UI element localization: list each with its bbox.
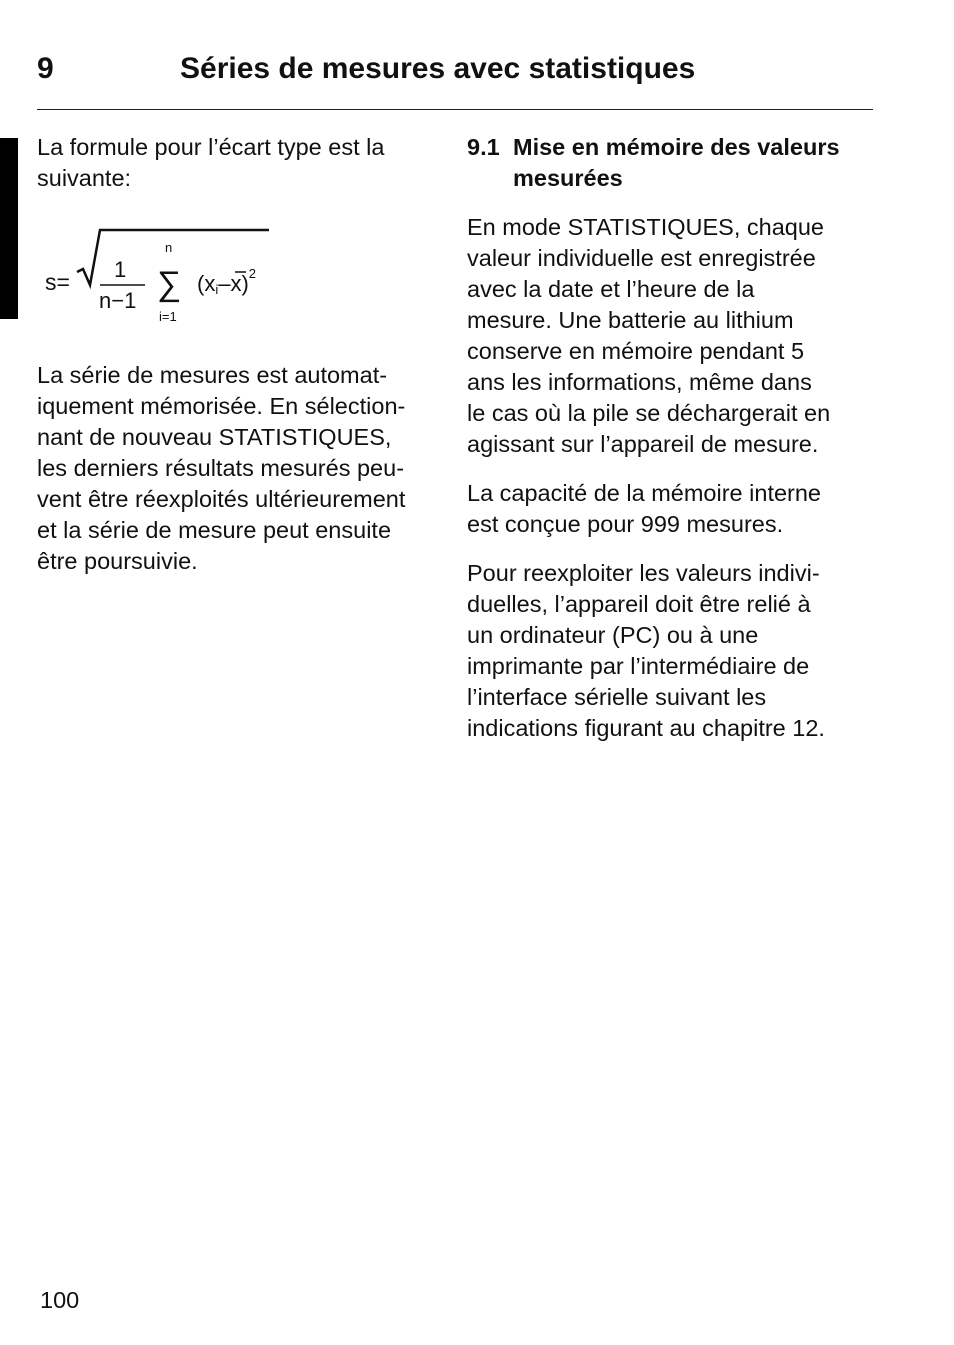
sum-term: $(xi-x)^2$	[197, 266, 257, 297]
sum-lower-limit: i=1	[159, 309, 177, 324]
chapter-number: 9	[37, 52, 54, 85]
section-title: Mise en mémoire des valeurs mesurées	[513, 134, 840, 191]
chapter-title: Séries de mesures avec statistiques	[180, 52, 696, 85]
standard-deviation-formula	[37, 225, 297, 335]
section-number: 9.1	[467, 134, 500, 160]
right-column	[467, 132, 877, 744]
sum-upper-limit: n	[165, 240, 173, 255]
fraction-numerator: 1	[114, 257, 127, 282]
body-paragraph: La capacité de la mémoire interne est conçue pour 999 mesures.	[467, 480, 822, 537]
memorization-paragraph: La série de mesures est automat- iquement mémorisée. En sélection- nant de nouveau STATISTIQUES, les derniers résultats mesurés peu- vent être réexploités ultérieurement et la série de mesure peut ensuite être poursuivie.	[37, 362, 406, 574]
chapter-side-tab	[0, 138, 18, 319]
body-paragraph: Pour reexploiter les valeurs indivi- duelles, l’appareil doit être relié à un ordinateur (PC) ou à une imprimante par l’intermédiaire de l’interface sérielle suivant les indications figurant au chapitre 12.	[467, 560, 825, 741]
section-heading	[467, 132, 877, 194]
header-divider	[37, 109, 873, 110]
summation-icon: ∑	[157, 265, 182, 303]
body-paragraph: En mode STATISTIQUES, chaque valeur individuelle est enregistrée avec la date et l’heure de la mesure. Une batterie au lithium conserve en mémoire pendant 5 ans les informations, même dans le cas où la pile se déchargerait en agissant sur l’appareil de mesure.	[467, 214, 831, 457]
page-number: 100	[40, 1287, 80, 1313]
left-column	[37, 132, 447, 194]
fraction-denominator: n−1	[99, 288, 137, 313]
left-column-body	[37, 360, 447, 577]
formula-intro: La formule pour l’écart type est la suivante:	[37, 134, 385, 191]
formula-lhs: s=	[45, 269, 70, 295]
